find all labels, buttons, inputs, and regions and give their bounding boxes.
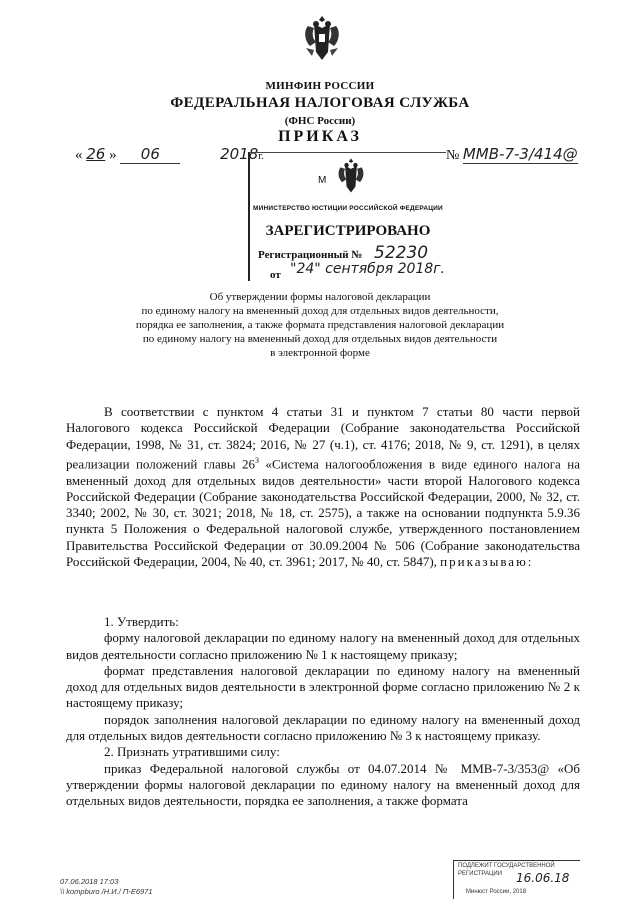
corner-registration-stamp bbox=[453, 860, 580, 899]
item-1-a: форму налоговой декларации по единому налогу на вмененный доход для отдельных видов деятельности согласно приложению № 1 к настоящему приказу; bbox=[66, 630, 580, 662]
order-date bbox=[75, 145, 264, 164]
preamble-superscript: 3 bbox=[255, 455, 260, 465]
order-preamble bbox=[66, 404, 580, 570]
stamp-coat-of-arms-icon bbox=[334, 157, 368, 197]
title-line: порядка ее заполнения, а также формата представления налоговой декларации bbox=[135, 319, 505, 331]
item-2-heading: 2. Признать утратившими силу: bbox=[104, 744, 280, 760]
order-title bbox=[0, 290, 640, 360]
corner-stamp-line-3: Минюст России, 2018 bbox=[466, 889, 527, 895]
footer-author: \\ kompburo /Н.И./ П-Е6971 bbox=[60, 887, 153, 896]
preamble-part-1: В соответствии с пунктом 4 статьи 31 и пунктом 7 статьи 80 части первой Налогового кодекса Российской Федерации (Собрание законодательства Российской Федерации, 1998, № 31, ст. 3824; 2016, № 27 (ч.1), ст. 4176; 2018, № 9, ст. 1291), в целях реализации положений главы 26 bbox=[66, 404, 580, 472]
title-line: по единому налогу на вмененный доход для отдельных видов деятельности bbox=[142, 333, 498, 345]
item-1-b: формат представления налоговой декларации по единому налогу на вмененный доход для отдельных видов деятельности в электронной форме согласно приложению № 2 к настоящему приказу; bbox=[66, 662, 580, 711]
date-year-suffix: г. bbox=[258, 151, 264, 162]
date-open-quote: « bbox=[75, 147, 83, 163]
coat-of-arms-icon bbox=[300, 12, 344, 66]
corner-stamp-line-1: ПОДЛЕЖИТ ГОСУДАРСТВЕННОЙ bbox=[458, 863, 555, 869]
footer-timestamp: 07.06.2018 17:03 bbox=[60, 877, 119, 886]
order-items bbox=[66, 614, 580, 810]
date-day: 26 bbox=[86, 145, 106, 163]
item-2-a: приказ Федеральной налоговой службы от 04.07.2014 № ММВ-7-3/353@ «Об утверждении формы налоговой декларации по единому налогу на вмененный доход для отдельных видов деятельности, порядка ее заполнения, а также формата bbox=[66, 760, 580, 809]
stamp-ministry: МИНИСТЕРСТВО ЮСТИЦИИ РОССИЙСКОЙ ФЕДЕРАЦИИ bbox=[253, 205, 443, 212]
item-1-heading: 1. Утвердить: bbox=[104, 614, 179, 629]
date-year: 2018 bbox=[220, 145, 259, 163]
stamp-status: ЗАРЕГИСТРИРОВАНО bbox=[265, 223, 431, 239]
title-line: Об утверждении формы налоговой декларации bbox=[209, 291, 431, 303]
date-close-quote: » bbox=[109, 147, 117, 163]
corner-stamp-date: 16.06.18 bbox=[516, 871, 570, 885]
stamp-reg-label: Регистрационный № bbox=[258, 249, 363, 261]
registration-stamp bbox=[248, 152, 446, 281]
corner-stamp-line-2: РЕГИСТРАЦИИ bbox=[458, 871, 503, 877]
stamp-reg-number: 52230 bbox=[374, 243, 429, 263]
title-line: по единому налогу на вмененный доход для отдельных видов деятельности, bbox=[141, 305, 499, 317]
service-abbreviation: (ФНС России) bbox=[284, 115, 356, 127]
date-month: 06 bbox=[120, 145, 180, 164]
title-line: в электронной форме bbox=[270, 347, 370, 359]
item-1-c: порядок заполнения налоговой декларации по единому налогу на вмененный доход для отдельных видов деятельности согласно приложению № 3 к настоящему приказу. bbox=[66, 711, 580, 744]
stamp-date-value: "24" сентября 2018г. bbox=[290, 261, 446, 277]
stamp-prefix-fragment: М bbox=[318, 175, 327, 186]
preamble-order-word: приказываю: bbox=[440, 554, 534, 569]
ministry-heading: МИНФИН РОССИИ bbox=[265, 80, 375, 92]
footer-note bbox=[60, 877, 153, 897]
preamble-part-2: «Система налогообложения в виде единого налога на вмененный доход для отдельных видов деятельности» части второй Налогового кодекса Российской Федерации (Собрание законодательства Российской Федерации, 2000, № 32, ст. 3340; 2002, № 30, ст. 3021; 2018, № 18, ст. 2575), а также на основании подпункта 5.9.36 пункта 5 Положения о Федеральной налоговой службе, утвержденного постановлением Правительства Российской Федерации от 30.09.2004 № 506 (Собрание законодательства Российской Федерации, 2004, № 40, ст. 3961; 2017, № 40, ст. 5847), bbox=[66, 456, 580, 569]
number-prefix: № bbox=[446, 148, 460, 163]
order-number bbox=[446, 145, 578, 164]
service-heading: ФЕДЕРАЛЬНАЯ НАЛОГОВАЯ СЛУЖБА bbox=[170, 95, 470, 111]
number-value: ММВ-7-3/414@ bbox=[462, 145, 578, 163]
document-type-heading: ПРИКАЗ bbox=[278, 128, 362, 145]
stamp-date-label: от bbox=[270, 269, 281, 281]
